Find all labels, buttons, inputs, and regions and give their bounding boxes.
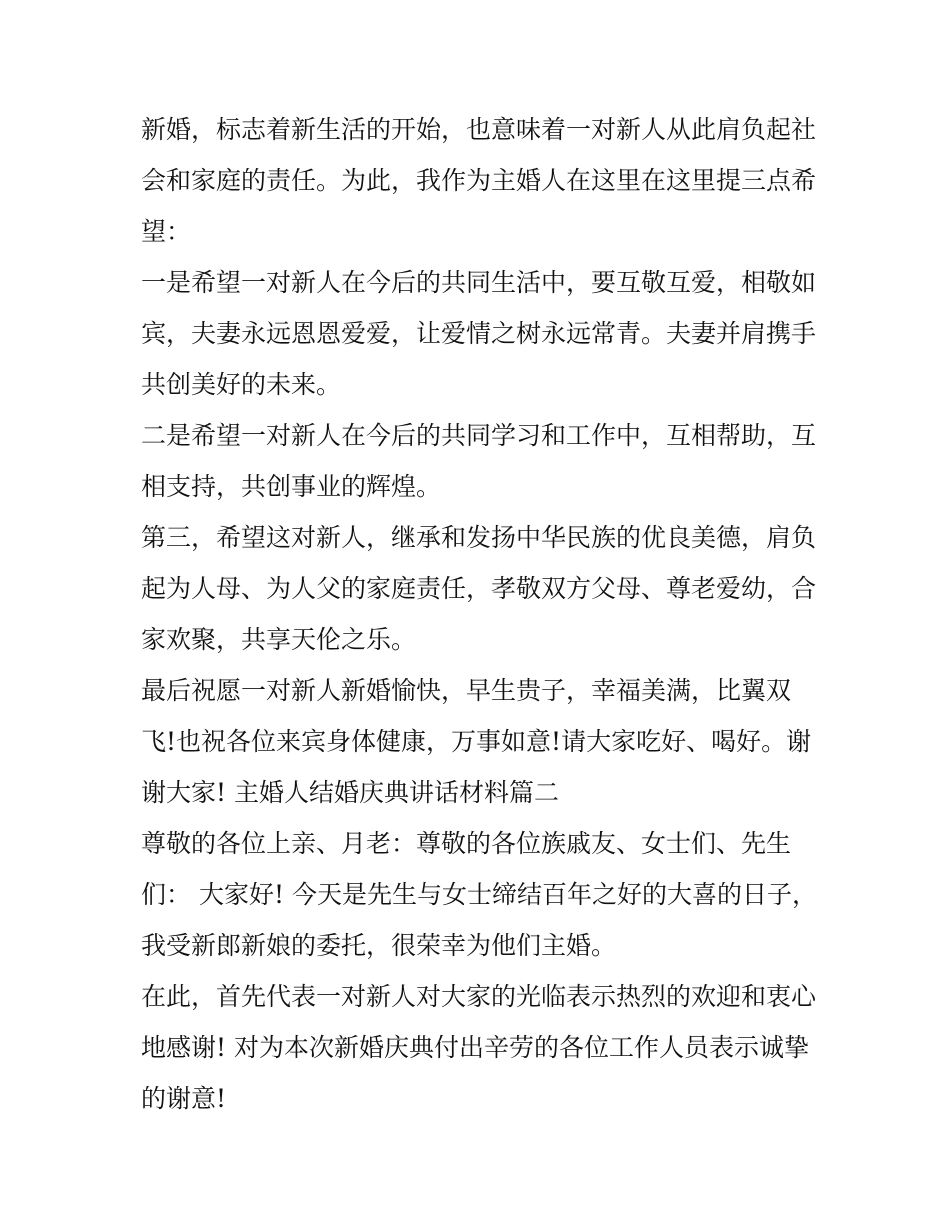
text-line: 宾，夫妻永远恩恩爱爱，让爱情之树永远常青。夫妻并肩携手: [141, 319, 817, 348]
text-line: 一是希望一对新人在今后的共同生活中，要互敬互爱，相敬如: [141, 268, 817, 297]
paragraph-intro: [141, 104, 817, 257]
text-line: 第三，希望这对新人，继承和发扬中华民族的优良美德，肩负: [141, 523, 817, 552]
paragraph-hope-two: [141, 410, 817, 512]
text-line: 尊敬的各位上亲、月老：尊敬的各位族戚友、女士们、先生: [141, 829, 792, 858]
paragraph-greeting: [141, 818, 817, 971]
text-line: 共创美好的未来。: [141, 370, 342, 399]
text-line: 的谢意!: [141, 1084, 227, 1113]
text-line: 起为人母、为人父的家庭责任，孝敬双方父母、尊老爱幼，合: [141, 574, 817, 603]
text-line: 二是希望一对新人在今后的共同学习和工作中，互相帮助，互: [141, 421, 817, 450]
text-line: 相支持，共创事业的辉煌。: [141, 472, 442, 501]
paragraph-thanks: [141, 971, 817, 1124]
paragraph-closing-wishes: [141, 665, 813, 818]
paragraph-hope-one: [141, 257, 817, 410]
text-line: 家欢聚，共享天伦之乐。: [141, 625, 417, 654]
paragraph-hope-three: [141, 512, 817, 665]
text-line: 地感谢! 对为本次新婚庆典付出辛劳的各位工作人员表示诚挚: [141, 1033, 809, 1062]
document-body: [141, 104, 817, 1124]
text-line: 飞!也祝各位来宾身体健康，万事如意!请大家吃好、喝好。谢: [141, 727, 812, 756]
text-line: 谢大家! 主婚人结婚庆典讲话材料篇二: [141, 778, 559, 807]
text-line: 们： 大家好! 今天是先生与女士缔结百年之好的大喜的日子，: [141, 880, 817, 909]
text-line: 望：: [141, 217, 192, 246]
text-line: 在此，首先代表一对新人对大家的光临表示热烈的欢迎和衷心: [141, 982, 817, 1011]
text-line: 我受新郎新娘的委托，很荣幸为他们主婚。: [141, 931, 617, 960]
text-line: 最后祝愿一对新人新婚愉快，早生贵子，幸福美满，比翼双: [141, 676, 792, 705]
text-line: 会和家庭的责任。为此，我作为主婚人在这里在这里提三点希: [141, 166, 817, 195]
text-line: 新婚，标志着新生活的开始，也意味着一对新人从此肩负起社: [141, 115, 817, 144]
